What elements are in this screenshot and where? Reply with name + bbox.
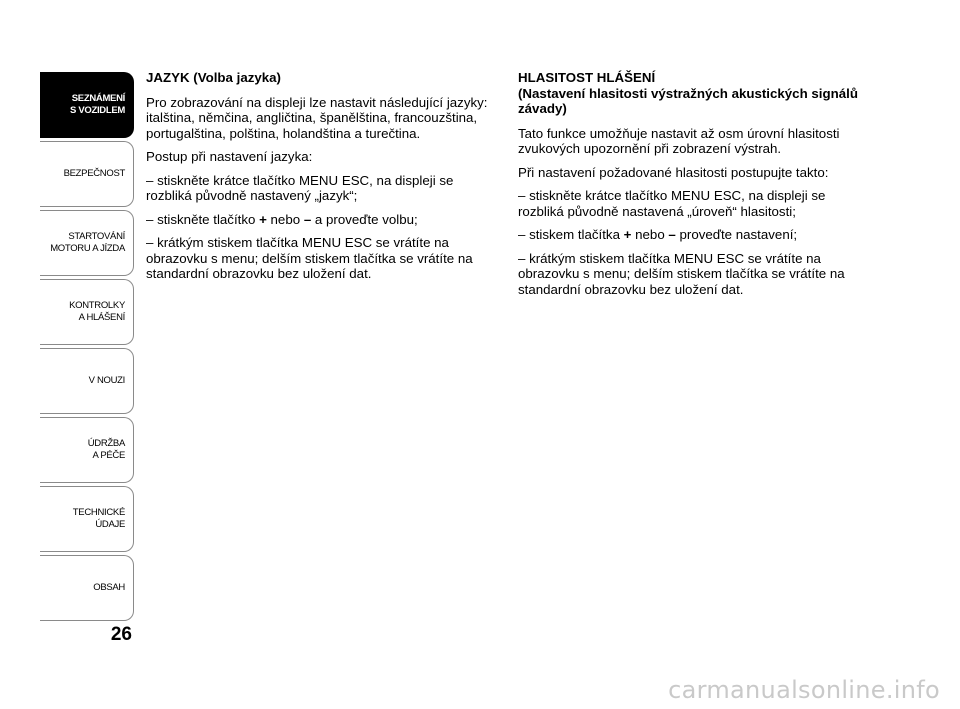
paragraph <box>146 212 501 228</box>
section-heading-volume <box>518 70 873 117</box>
page-number: 26 <box>110 624 132 645</box>
text-run: a proveďte volbu; <box>311 211 418 227</box>
plus-symbol: + <box>259 211 267 227</box>
tab-v-nouzi[interactable]: V NOUZI <box>40 348 134 414</box>
paragraph: – stiskněte krátce tlačítko MENU ESC, na displeji se rozbliká původně nastavená „úroveň“ hlasitosti; <box>518 188 826 219</box>
minus-symbol: – <box>668 227 676 242</box>
volume-section <box>518 70 873 305</box>
paragraph: Při nastavení požadované hlasitosti postupujte takto: <box>518 164 829 180</box>
tab-bezpecnost[interactable]: BEZPEČNOST <box>40 141 134 207</box>
paragraph <box>518 227 873 243</box>
text-run: – stiskněte tlačítko <box>146 211 260 227</box>
paragraph: – krátkým stiskem tlačítka MENU ESC se vrátíte na obrazovku s menu; delším stiskem tlačítka se vrátíte na standardní obrazovku bez uložení dat. <box>518 250 845 297</box>
section-heading-language: JAZYK (Volba jazyka) <box>146 70 281 85</box>
tab-startovani-motoru[interactable]: STARTOVÁNÍ MOTORU A JÍZDA <box>40 210 134 276</box>
paragraph: – stiskněte krátce tlačítko MENU ESC, na displeji se rozbliká původně nastavený „jazyk“; <box>146 172 454 203</box>
text-run: proveďte nastavení; <box>675 227 798 242</box>
tab-seznameni-s-vozidlem[interactable]: SEZNÁMENÍ S VOZIDLEM <box>40 72 134 138</box>
tab-udrzba-a-pece[interactable]: ÚDRŽBA A PÉČE <box>40 417 134 483</box>
paragraph: Postup při nastavení jazyka: <box>146 149 313 164</box>
heading-line: HLASITOST HLÁŠENÍ <box>518 70 656 85</box>
paragraph: Tato funkce umožňuje nastavit až osm úrovní hlasitosti zvukových upozornění při zobrazení výstrah. <box>518 125 840 156</box>
tab-obsah[interactable]: OBSAH <box>40 555 134 621</box>
plus-symbol: + <box>623 227 632 242</box>
paragraph: Pro zobrazování na displeji lze nastavit následující jazyky: italština, němčina, angličtina, španělština, francouzština, portugalština, polština, holandština a turečtina. <box>146 94 488 141</box>
paragraph: – krátkým stiskem tlačítka MENU ESC se vrátíte na obrazovku s menu; delším stiskem tlačítka se vrátíte na standardní obrazovku bez uložení dat. <box>146 235 473 281</box>
tab-kontrolky-a-hlaseni[interactable]: KONTROLKY A HLÁŠENÍ <box>40 279 134 345</box>
text-run: – stiskem tlačítka <box>518 227 624 242</box>
text-run: nebo <box>266 211 304 227</box>
tab-technicke-udaje[interactable]: TECHNICKÉ ÚDAJE <box>40 486 134 552</box>
text-run: nebo <box>631 227 669 242</box>
minus-symbol: – <box>303 211 312 227</box>
watermark: carmanualsonline.info <box>668 676 940 704</box>
chapter-tabs <box>40 72 134 624</box>
language-section <box>146 70 501 290</box>
heading-subline: (Nastavení hlasitosti výstražných akustických signálů závady) <box>518 85 858 116</box>
